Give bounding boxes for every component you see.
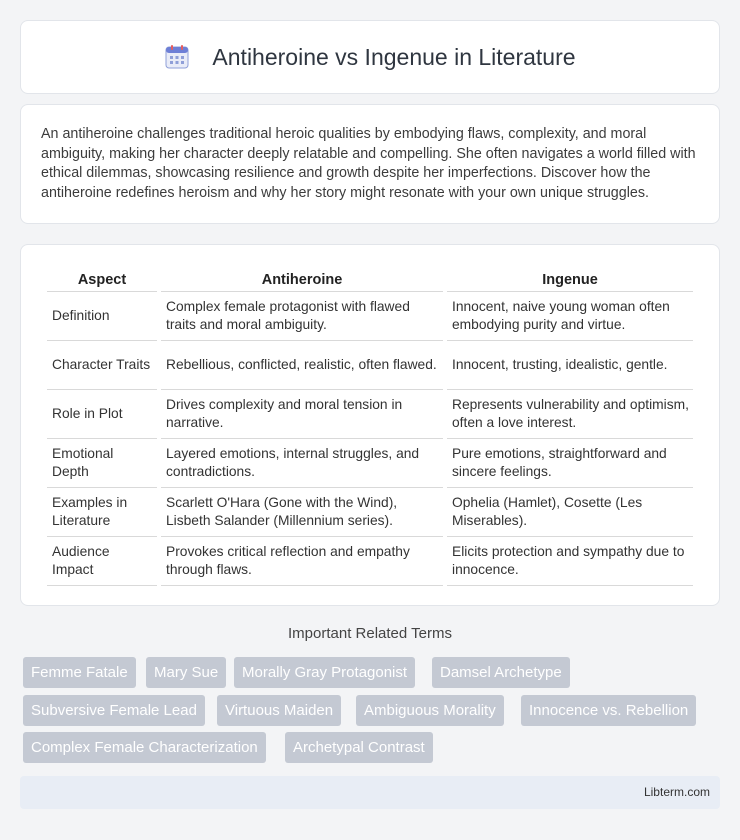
comparison-table-card — [20, 244, 720, 606]
tag-innocence-vs-rebellion[interactable]: Innocence vs. Rebellion — [521, 695, 696, 726]
tag-complex-female-characterization[interactable]: Complex Female Characterization — [23, 732, 266, 763]
cell-antiheroine: Provokes critical reflection and empathy through flaws. — [161, 537, 443, 586]
tag-damsel-archetype[interactable]: Damsel Archetype — [432, 657, 570, 688]
tag-virtuous-maiden[interactable]: Virtuous Maiden — [217, 695, 341, 726]
header-ingenue: Ingenue — [447, 265, 693, 292]
cell-aspect: Emotional Depth — [47, 439, 157, 488]
tag-femme-fatale[interactable]: Femme Fatale — [23, 657, 136, 688]
cell-antiheroine: Layered emotions, internal struggles, and contradictions. — [161, 439, 443, 488]
table-header-row — [47, 265, 693, 292]
tag-morally-gray-protagonist[interactable]: Morally Gray Protagonist — [234, 657, 415, 688]
related-terms-title: Important Related Terms — [288, 625, 452, 642]
tag-ambiguous-morality[interactable]: Ambiguous Morality — [356, 695, 504, 726]
intro-card — [20, 104, 720, 224]
cell-antiheroine: Scarlett O'Hara (Gone with the Wind), Lisbeth Salander (Millennium series). — [161, 488, 443, 537]
footer-site-link[interactable]: Libterm.com — [643, 785, 710, 799]
cell-aspect: Audience Impact — [47, 537, 157, 586]
cell-aspect: Definition — [47, 292, 157, 341]
cell-antiheroine: Drives complexity and moral tension in narrative. — [161, 390, 443, 439]
cell-ingenue: Elicits protection and sympathy due to innocence. — [447, 537, 693, 586]
cell-antiheroine: Complex female protagonist with flawed traits and moral ambiguity. — [161, 292, 443, 341]
cell-aspect: Examples in Literature — [47, 488, 157, 537]
cell-antiheroine: Rebellious, conflicted, realistic, often flawed. — [161, 341, 443, 390]
header-aspect: Aspect — [47, 265, 157, 292]
title-card — [20, 20, 720, 94]
table-row — [47, 390, 693, 439]
cell-ingenue: Innocent, trusting, idealistic, gentle. — [447, 341, 693, 390]
page-title: Antiheroine vs Ingenue in Literature — [212, 43, 576, 70]
tag-mary-sue[interactable]: Mary Sue — [146, 657, 226, 688]
cell-ingenue: Pure emotions, straightforward and sincere feelings. — [447, 439, 693, 488]
table-row — [47, 292, 693, 341]
cell-ingenue: Innocent, naive young woman often embodying purity and virtue. — [447, 292, 693, 341]
cell-aspect: Role in Plot — [47, 390, 157, 439]
tag-archetypal-contrast[interactable]: Archetypal Contrast — [285, 732, 433, 763]
cell-ingenue: Ophelia (Hamlet), Cosette (Les Miserables). — [447, 488, 693, 537]
table-row — [47, 537, 693, 586]
tag-subversive-female-lead[interactable]: Subversive Female Lead — [23, 695, 205, 726]
footer — [20, 776, 720, 809]
calendar-icon — [164, 44, 190, 70]
table-row — [47, 439, 693, 488]
comparison-table — [43, 265, 697, 586]
cell-ingenue: Represents vulnerability and optimism, often a love interest. — [447, 390, 693, 439]
header-antiheroine: Antiheroine — [161, 265, 443, 292]
cell-aspect: Character Traits — [47, 341, 157, 390]
table-row — [47, 341, 693, 390]
table-row — [47, 488, 693, 537]
intro-paragraph: An antiheroine challenges traditional heroic qualities by embodying flaws, complexity, and moral ambiguity, making her character deeply relatable and compelling. She often navigates a world filled with ethical dilemmas, showcasing resilience and growth despite her imperfections. Discover how the antiheroine redefines heroism and why her story might resonate with your own unique struggles. — [41, 126, 696, 201]
